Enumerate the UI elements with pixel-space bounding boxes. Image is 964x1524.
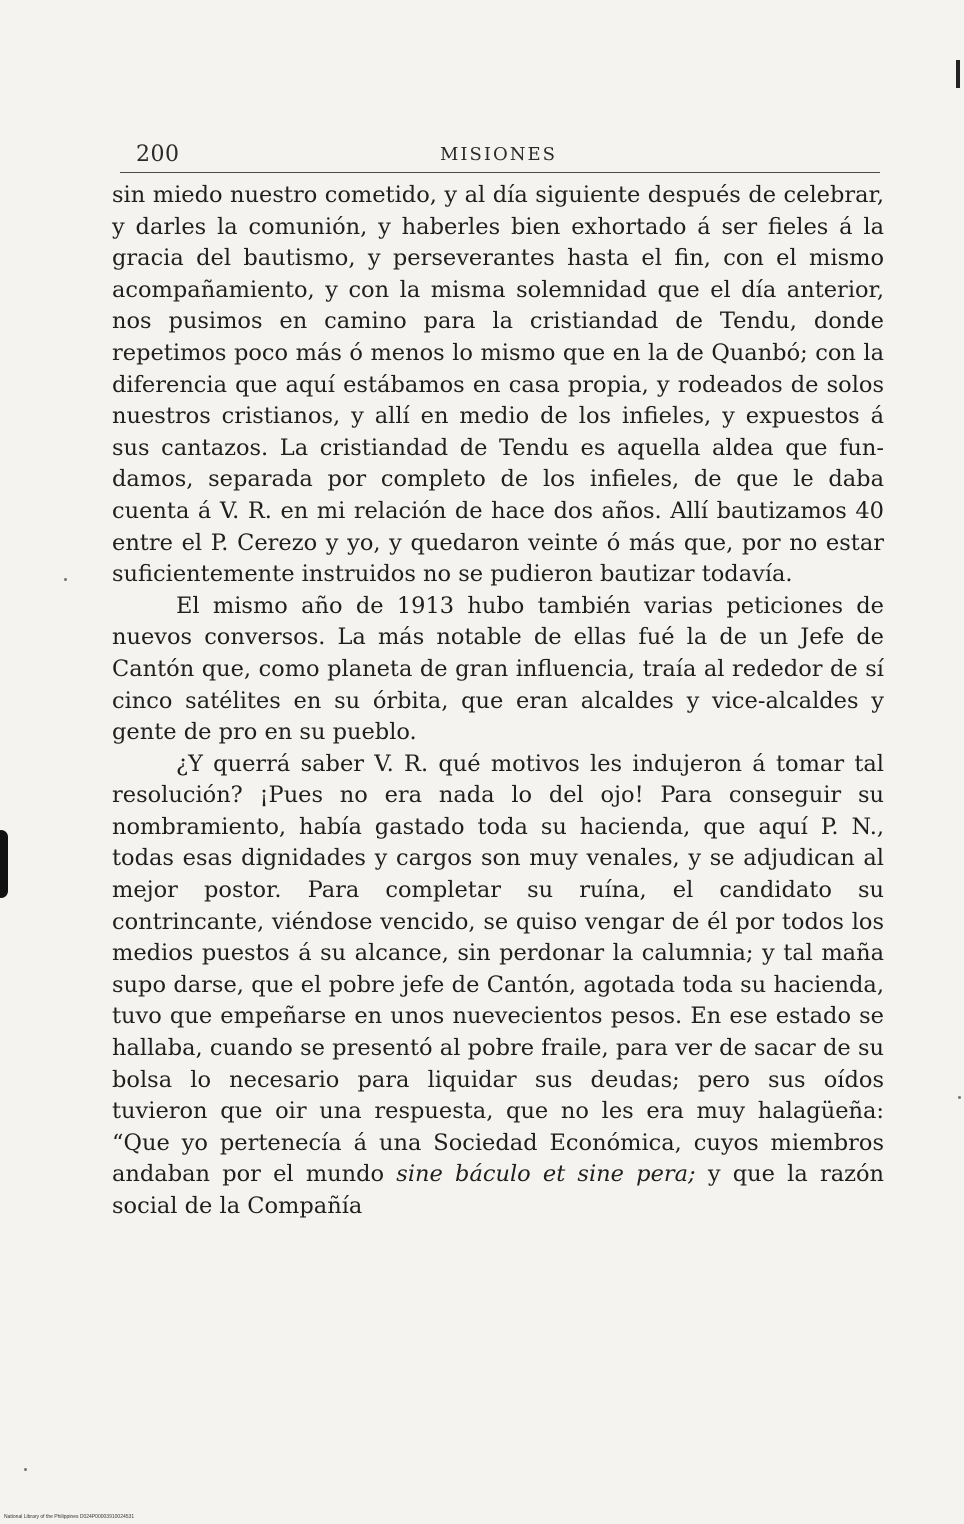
paper-speck (64, 578, 67, 581)
paragraph-3-end: y que la razón social de la Compañía (112, 1161, 885, 1219)
binding-shadow (0, 830, 8, 898)
edge-mark (956, 60, 960, 88)
page-header (120, 138, 880, 173)
scan-credit: National Library of the Philippines D024P00003910024531 (4, 1514, 135, 1520)
paragraph-2: El mismo año de 1913 hubo también varias peticiones de nuevos conversos. La más notable de ellas fué la de un Jefe de Cantón que, como planeta de gran influencia, traía al rededor de sí cinco satélites en su órbita, que eran alcaldes y vice-alcaldes y gente de pro en su pueblo. (112, 592, 884, 746)
paragraph-1: sin miedo nuestro cometido, y al día siguiente después de celebrar, y darles la comunión, y haberles bien exhortado á ser fieles á la gracia del bautismo, y perseverantes hasta el fin, con el mismo acompañamiento, y con la misma solemnidad que el día anterior, nos pusimos en camino para la cristiandad de Tendu, donde repetimos poco más ó menos lo mismo que en la de Quanbó; con la diferencia que aquí estábamos en casa propia, y rodeados de solos nuestros cristianos, y allí en medio de los infieles, y expuestos á sus cantazos. La cristiandad de Tendu es aquella aldea que fundamos, separada por completo de los infieles, de que le daba cuenta á V. R. en mi relación de hace dos años. Allí bautizamos 40 entre el P. Cerezo y yo, y quedaron veinte ó más que, por no estar suficientemente instruidos no se pudieron bautizar todavía. (112, 182, 884, 588)
latin-phrase: sine báculo et sine pera; (396, 1161, 696, 1188)
paper-speck (958, 1096, 961, 1099)
running-title: MISIONES (440, 144, 557, 165)
paper-speck (24, 1468, 27, 1471)
paragraph-3-text: ¿Y querrá saber V. R. qué motivos les indujeron á tomar tal resolución? ¡Pues no era nada lo del ojo! Para conseguir su nombramiento, había gastado toda su hacienda, que aquí P. N., todas esas dignidades y cargos son muy venales, y se adjudican al mejor postor. Para completar su ruína, el candidato su contrincante, viéndose vencido, se quiso vengar de él por todos los medios puestos á su alcance, sin perdonar la calumnia; y tal maña supo darse, que el pobre jefe de Cantón, agotada toda su hacienda, tuvo que empeñarse en unos nuevecientos pesos. En ese estado se hallaba, cuando se presentó al pobre fraile, para ver de sacar de su bolsa lo necesario para liquidar sus deudas; pero sus oídos tuvieron que oir una respuesta, que no les era muy halagüeña: “Que yo pertenecía á una Sociedad Económica, cuyos miembros andaban por el mundo (112, 750, 884, 1188)
body-text (112, 180, 884, 1223)
page-number: 200 (136, 142, 180, 167)
paragraph-3 (112, 749, 884, 1223)
